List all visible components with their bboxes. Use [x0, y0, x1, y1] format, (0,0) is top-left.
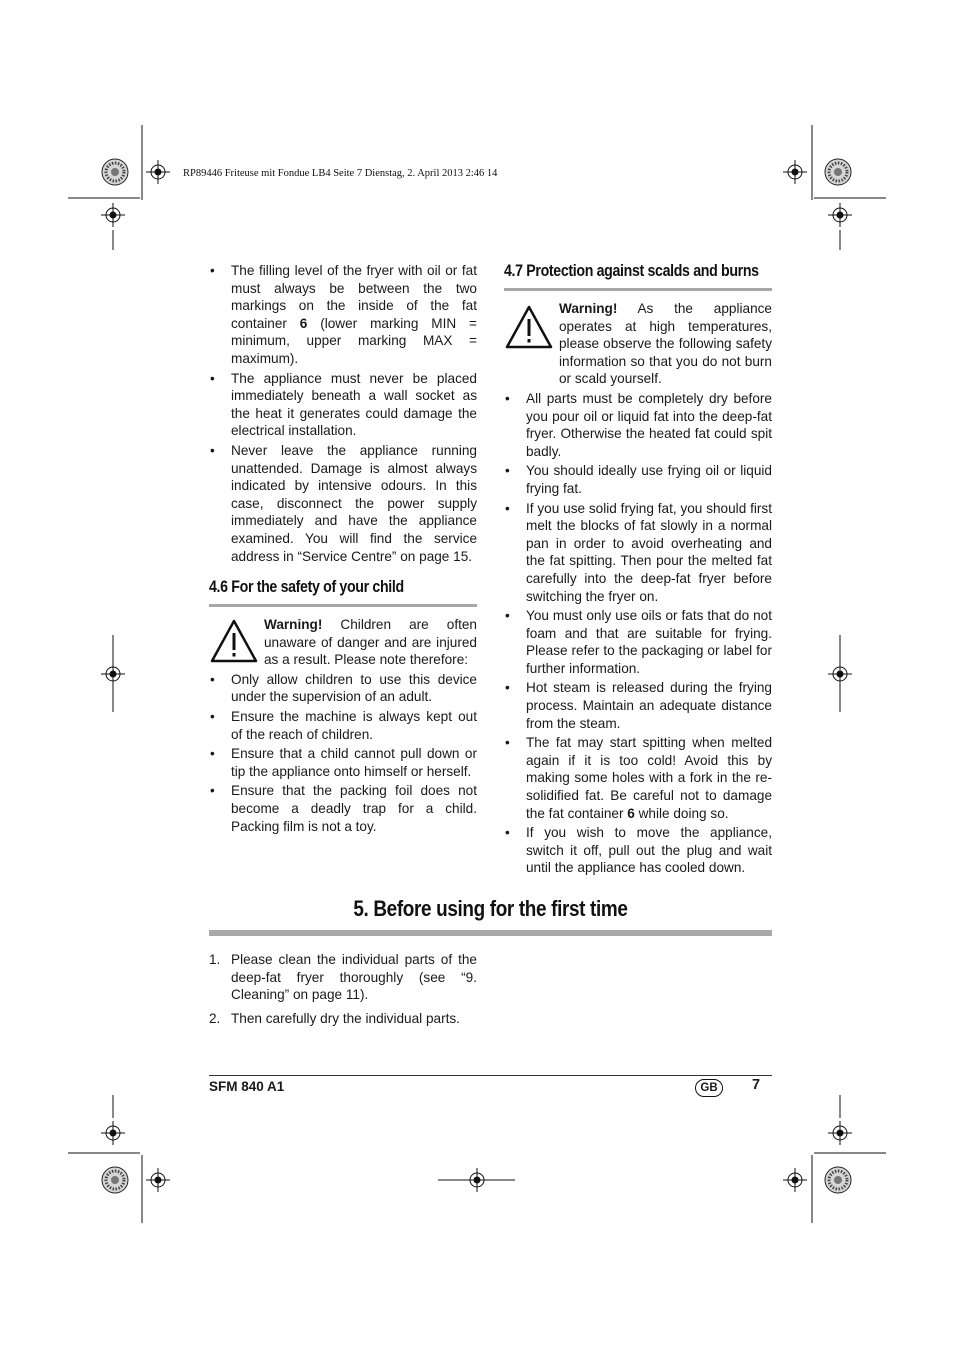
- list-item: • Ensure that a child cannot pull down or tip the appliance onto himself or herself.: [209, 745, 477, 780]
- list-item: 1. Please clean the individual parts of the deep-fat fryer thoroughly (see “9. Cleaning” on page 11).: [209, 952, 477, 1003]
- warning-triangle-icon: [209, 618, 259, 664]
- list-item: • The filling level of the fryer with oil or fat must always be between the two markings on the inside of the fat container 6 (lower marking MIN = minimum, upper marking MAX = maximum).: [209, 262, 477, 368]
- warning-triangle-icon: [504, 304, 554, 350]
- footer-rule: [209, 1075, 772, 1076]
- list-item: • Ensure that the packing foil does not become a deadly trap for a child. Packing film is not a toy.: [209, 782, 477, 835]
- section-heading-child-safety: 4.6 For the safety of your child: [209, 578, 404, 597]
- list-item: • Hot steam is released during the frying process. Maintain an adequate distance from the steam.: [504, 679, 772, 732]
- warning-text: Warning! As the appliance operates at high temperatures, please observe the following safety information so that you do not burn or scald yourself.: [559, 301, 772, 387]
- left-column: [209, 262, 477, 837]
- chapter-heading: 5. Before using for the first time: [353, 896, 628, 921]
- list-item: • The fat may start spitting when melted again if it is too cold! Avoid this by making some holes with a fork in the re-solidified fat. Be careful not to damage the fat container 6 while doing so.: [504, 734, 772, 822]
- list-item: • Never leave the appliance running unattended. Damage is almost always indicated by intensive odours. In this case, disconnect the power supply immediately and have the appliance examined. You will find the service address in “Service Centre” on page 15.: [209, 442, 477, 565]
- list-item: • All parts must be completely dry before you pour oil or liquid fat into the deep-fat fryer. Otherwise the heated fat could spit badly.: [504, 390, 772, 460]
- warning-box: [504, 300, 772, 388]
- print-slug-line: RP89446 Friteuse mit Fondue LB4 Seite 7 Dienstag, 2. April 2013 2:46 14: [183, 168, 498, 179]
- first-use-steps: [209, 951, 477, 1033]
- list-item: • The appliance must never be placed immediately beneath a wall socket as the heat it generates could damage the electrical installation.: [209, 370, 477, 440]
- list-item: • Ensure the machine is always kept out of the reach of children.: [209, 708, 477, 743]
- section-heading-scalds-burns: 4.7 Protection against scalds and burns: [504, 262, 759, 280]
- list-item: • If you wish to move the appliance, switch it off, pull out the plug and wait until the appliance has cooled down.: [504, 824, 772, 877]
- country-badge: GB: [695, 1079, 723, 1097]
- list-item: • You must only use oils or fats that do not foam and that are suitable for frying. Please refer to the packaging or label for further information.: [504, 607, 772, 677]
- list-item: • If you use solid frying fat, you should first melt the blocks of fat slowly in a normal pan in order to avoid overheating and the fat spitting. Then pour the melted fat carefully into the deep-fat fryer before switching the fryer on.: [504, 500, 772, 606]
- general-safety-list: [209, 262, 477, 565]
- child-safety-list: [209, 671, 477, 835]
- warning-box: [209, 616, 477, 669]
- model-number: SFM 840 A1: [209, 1079, 285, 1094]
- list-item: 2. Then carefully dry the individual parts.: [209, 1010, 460, 1026]
- chapter-rule: [209, 930, 772, 936]
- list-item: • You should ideally use frying oil or liquid frying fat.: [504, 462, 772, 497]
- scald-safety-list: [504, 390, 772, 877]
- page-number: 7: [752, 1077, 761, 1093]
- list-item: • Only allow children to use this device under the supervision of an adult.: [209, 671, 477, 706]
- section-rule: [504, 288, 772, 291]
- section-rule: [209, 604, 477, 607]
- right-column: [504, 262, 772, 879]
- warning-text: Warning! Children are often unaware of danger and are injured as a result. Please note therefore:: [264, 617, 477, 668]
